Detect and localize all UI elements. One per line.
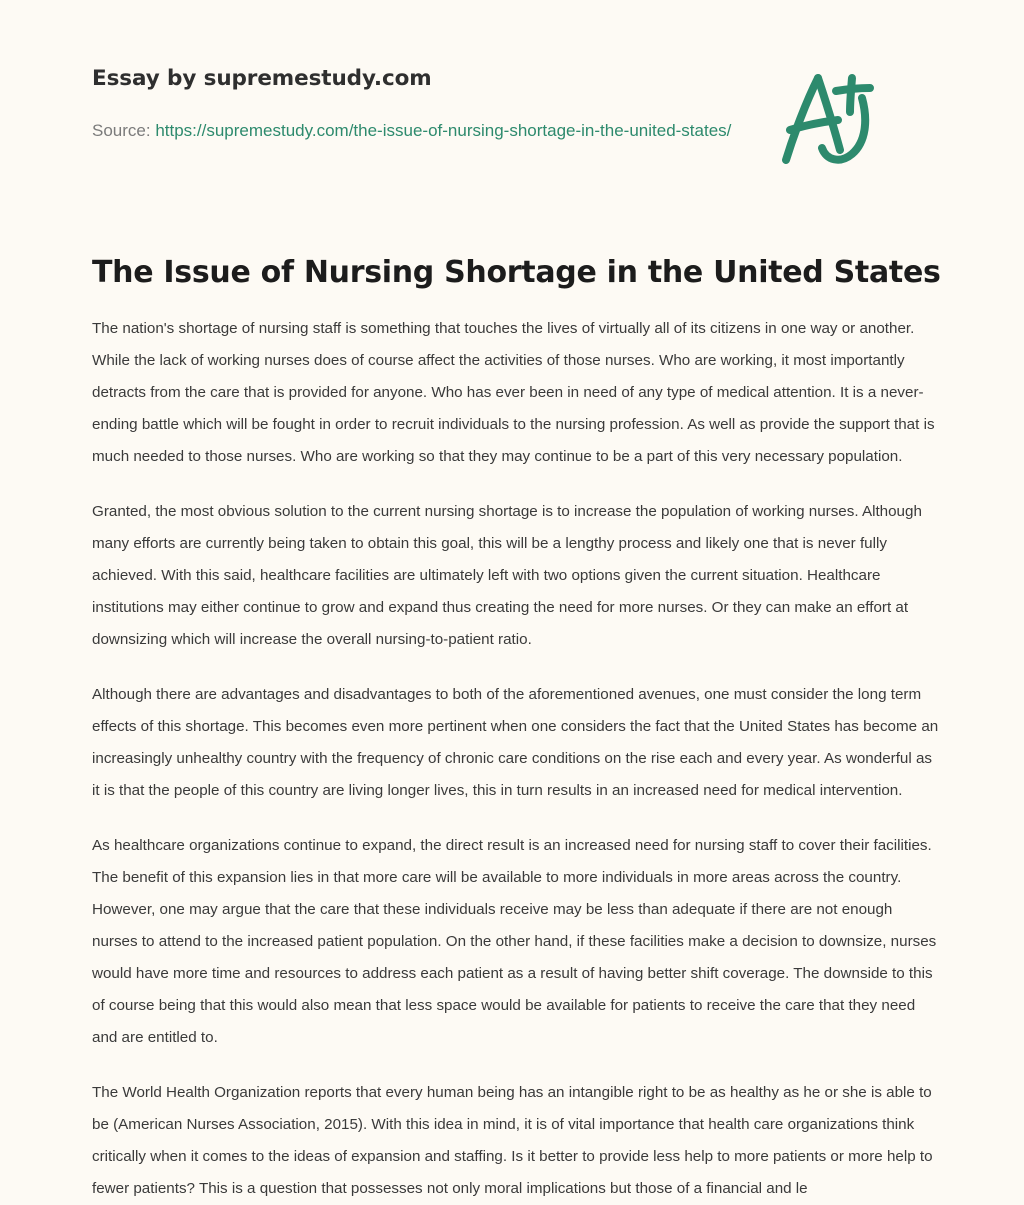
- aplus-logo[interactable]: [764, 58, 884, 178]
- paragraph: The World Health Organization reports that every human being has an intangible right to be as healthy as he or she is able to be (American Nurses Association, 2015). With this idea in mind, it is of vital importance that health care organizations think critically when it comes to the ideas of expansion and staffing. Is it better to provide less help to more patients or more help to fewer patients? This is a question that possesses not only moral implications but those of a financial and le: [92, 1084, 933, 1197]
- source-url-link[interactable]: https://supremestudy.com/the-issue-of-nursing-shortage-in-the-united-states/: [155, 121, 732, 140]
- page-header: [92, 0, 932, 200]
- source-label: Source:: [92, 121, 151, 140]
- paragraph: The nation's shortage of nursing staff is something that touches the lives of virtually all of its citizens in one way or another. While the lack of working nurses does of course affect the activities of those nurses. Who are working, it most importantly detracts from the care that is provided for anyone. Who has ever been in need of any type of medical attention. It is a never-ending battle which will be fought in order to recruit individuals to the nursing profession. As well as provide the support that is much needed to those nurses. Who are working so that they may continue to be a part of this very necessary population.: [92, 320, 935, 465]
- source-line: [92, 122, 731, 139]
- aplus-logo-icon: [764, 58, 884, 178]
- page-title: The Issue of Nursing Shortage in the United States: [92, 255, 941, 290]
- article-body: [92, 313, 940, 1205]
- byline: Essay by supremestudy.com: [92, 66, 432, 91]
- paragraph: Granted, the most obvious solution to the current nursing shortage is to increase the population of working nurses. Although many efforts are currently being taken to obtain this goal, this will be a lengthy process and likely one that is never fully achieved. With this said, healthcare facilities are ultimately left with two options given the current situation. Healthcare institutions may either continue to grow and expand thus creating the need for more nurses. Or they can make an effort at downsizing which will increase the overall nursing-to-patient ratio.: [92, 503, 922, 648]
- paragraph: As healthcare organizations continue to expand, the direct result is an increased need for nursing staff to cover their facilities. The benefit of this expansion lies in that more care will be available to more individuals in more areas across the country. However, one may argue that the care that these individuals receive may be less than adequate if there are not enough nurses to attend to the increased patient population. On the other hand, if these facilities make a decision to downsize, nurses would have more time and resources to address each patient as a result of having better shift coverage. The downside to this of course being that this would also mean that less space would be available for patients to receive the care that they need and are entitled to.: [92, 837, 937, 1046]
- paragraph: Although there are advantages and disadvantages to both of the aforementioned avenues, one must consider the long term effects of this shortage. This becomes even more pertinent when one considers the fact that the United States has become an increasingly unhealthy country with the frequency of chronic care conditions on the rise each and every year. As wonderful as it is that the people of this country are living longer lives, this in turn results in an increased need for medical intervention.: [92, 686, 939, 799]
